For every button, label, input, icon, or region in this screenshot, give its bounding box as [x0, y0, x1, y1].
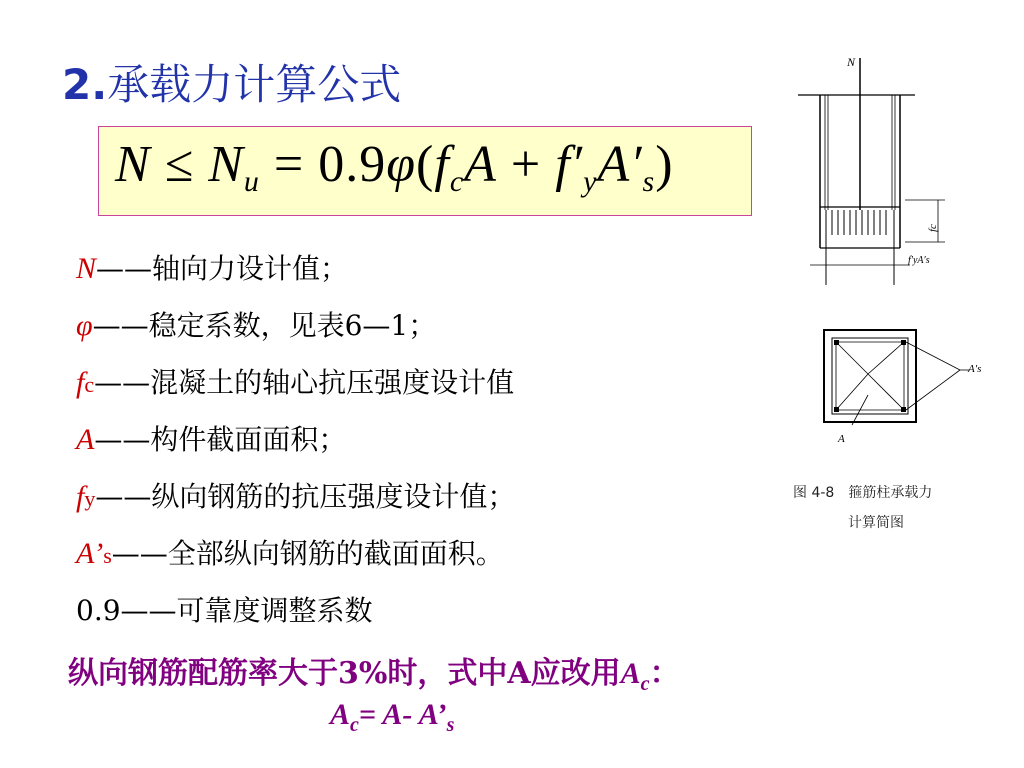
definition-symbol: fc [76, 366, 95, 399]
formula-fc-sub: c [449, 165, 465, 198]
diagram-label-fyAs: f′yA′s [908, 255, 930, 266]
definition-symbol: φ [76, 309, 93, 342]
definition-item [76, 468, 515, 525]
definition-text: ——纵向钢筋的抗压强度设计值； [95, 480, 516, 513]
definition-text: 0.9——可靠度调整系数 [76, 594, 373, 627]
diagram-label-N: N [847, 55, 856, 69]
formula-A: A [464, 136, 497, 193]
formula-N: N [115, 136, 151, 193]
definition-symbol: N [76, 252, 97, 285]
stress-arrows [826, 210, 894, 265]
formula-Nu-sub: u [243, 165, 260, 198]
formula-open: ( [416, 136, 435, 193]
formula-plus: + [496, 136, 556, 193]
formula-close: ) [655, 136, 674, 193]
column-diagram [780, 50, 1020, 550]
diagram-label-As: A′s [968, 363, 982, 375]
title-text: 承载力计算公式 [107, 60, 402, 109]
formula-As: A′ [597, 136, 643, 193]
note-line-1: 纵向钢筋配筋率大于3%时，式中A应改用$A_c$： [68, 656, 680, 695]
formula-eq: = 0.9 [259, 136, 387, 193]
definition-item [76, 411, 515, 468]
main-formula [115, 135, 674, 199]
definition-text: ——稳定系数，见表6—1； [92, 309, 437, 342]
definition-item [76, 354, 515, 411]
page-title [62, 52, 401, 112]
definition-item [76, 240, 515, 297]
definition-symbol: A’s [76, 537, 112, 570]
note-line-2: $A_c= A-$ $A’_s$ [330, 698, 455, 736]
title-number: 2. [62, 60, 108, 109]
formula-fy: f′ [555, 136, 584, 193]
formula-phi: φ [386, 136, 417, 193]
formula-Nu: N [208, 136, 244, 193]
formula-fy-sub: y [583, 165, 598, 198]
diagram-label-fc: fc [927, 224, 939, 232]
definition-text: ——构件截面面积； [94, 423, 347, 456]
formula-As-sub: s [642, 165, 656, 198]
definition-item [76, 582, 515, 639]
figure-caption-line1: 图 4-8 箍筋柱承载力 [793, 485, 933, 501]
formula-box [98, 126, 752, 216]
definition-item [76, 297, 515, 354]
formula-fc: f [434, 136, 450, 193]
definition-symbol: A [76, 423, 95, 456]
definition-text: ——轴向力设计值； [96, 252, 349, 285]
definition-text: ——全部纵向钢筋的截面面积。 [111, 537, 504, 570]
diagram-label-A: A [838, 433, 845, 445]
definitions-list [76, 240, 515, 639]
definition-item [76, 525, 515, 582]
figure-caption-line2: 计算简图 [848, 515, 904, 531]
definition-text: ——混凝土的轴心抗压强度设计值 [94, 366, 515, 399]
formula-leq: ≤ [150, 136, 209, 193]
definition-symbol: fy [76, 480, 96, 513]
